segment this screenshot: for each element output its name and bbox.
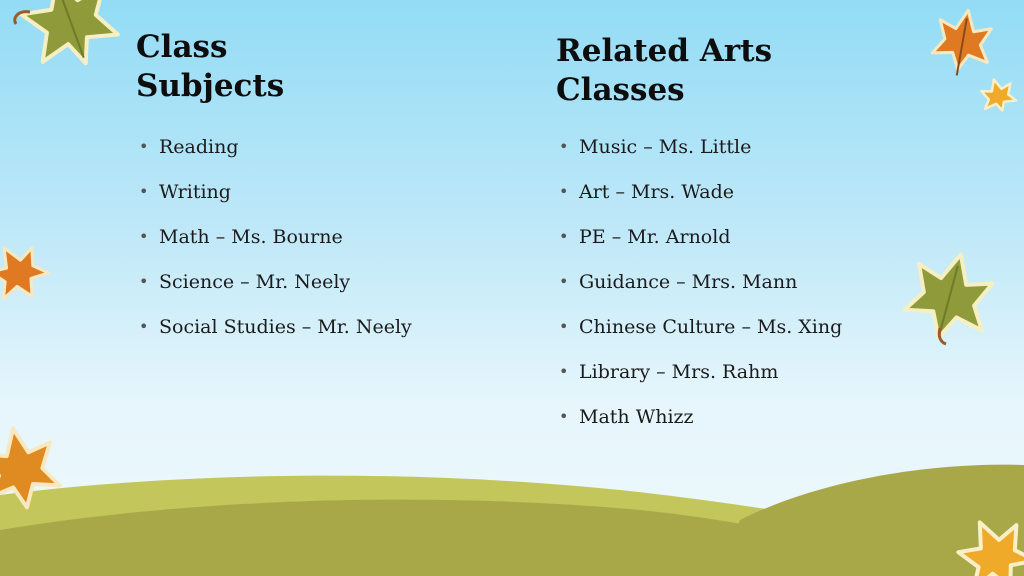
list-item-text: Reading xyxy=(159,136,239,158)
heading-line: Subjects xyxy=(136,68,285,104)
bullet-icon: • xyxy=(139,272,149,291)
list-item-text: Music – Ms. Little xyxy=(579,136,752,158)
bullet-icon: • xyxy=(559,272,569,291)
related-arts-heading xyxy=(556,32,956,110)
bullet-icon: • xyxy=(139,182,149,201)
list-item xyxy=(556,314,956,359)
class-subjects-list xyxy=(136,134,496,359)
list-item-text: Math Whizz xyxy=(579,406,694,428)
list-item-text: Chinese Culture – Ms. Xing xyxy=(579,316,843,338)
bullet-icon: • xyxy=(559,362,569,381)
heading-line: Related Arts xyxy=(556,33,773,69)
bullet-icon: • xyxy=(559,182,569,201)
leaf-small-yellow-icon xyxy=(978,75,1017,114)
heading-line: Class xyxy=(136,29,228,65)
bullet-icon: • xyxy=(139,317,149,336)
leaf-top-left-icon xyxy=(15,0,127,78)
list-item xyxy=(556,359,956,404)
list-item-text: Guidance – Mrs. Mann xyxy=(579,271,798,293)
list-item-text: Math – Ms. Bourne xyxy=(159,226,343,248)
list-item xyxy=(136,134,496,179)
leaf-left-orange-icon xyxy=(0,235,55,309)
list-item xyxy=(136,314,496,359)
bullet-icon: • xyxy=(559,317,569,336)
list-item-text: Art – Mrs. Wade xyxy=(579,181,734,203)
bullet-icon: • xyxy=(559,137,569,156)
heading-line: Classes xyxy=(556,72,685,108)
bullet-icon: • xyxy=(139,227,149,246)
list-item xyxy=(556,179,956,224)
bullet-icon: • xyxy=(559,227,569,246)
list-item xyxy=(136,224,496,269)
bullet-icon: • xyxy=(139,137,149,156)
list-item-text: Social Studies – Mr. Neely xyxy=(159,316,412,338)
class-subjects-heading xyxy=(136,28,496,106)
list-item xyxy=(136,179,496,224)
list-item xyxy=(556,269,956,314)
list-item-text: PE – Mr. Arnold xyxy=(579,226,731,248)
class-subjects-column xyxy=(136,28,496,359)
list-item-text: Library – Mrs. Rahm xyxy=(579,361,779,383)
related-arts-list xyxy=(556,134,956,449)
bullet-icon: • xyxy=(559,407,569,426)
list-item-text: Science – Mr. Neely xyxy=(159,271,351,293)
related-arts-column xyxy=(556,32,956,449)
list-item xyxy=(136,269,496,314)
list-item xyxy=(556,224,956,269)
list-item xyxy=(556,134,956,179)
list-item xyxy=(556,404,956,449)
list-item-text: Writing xyxy=(159,181,231,203)
